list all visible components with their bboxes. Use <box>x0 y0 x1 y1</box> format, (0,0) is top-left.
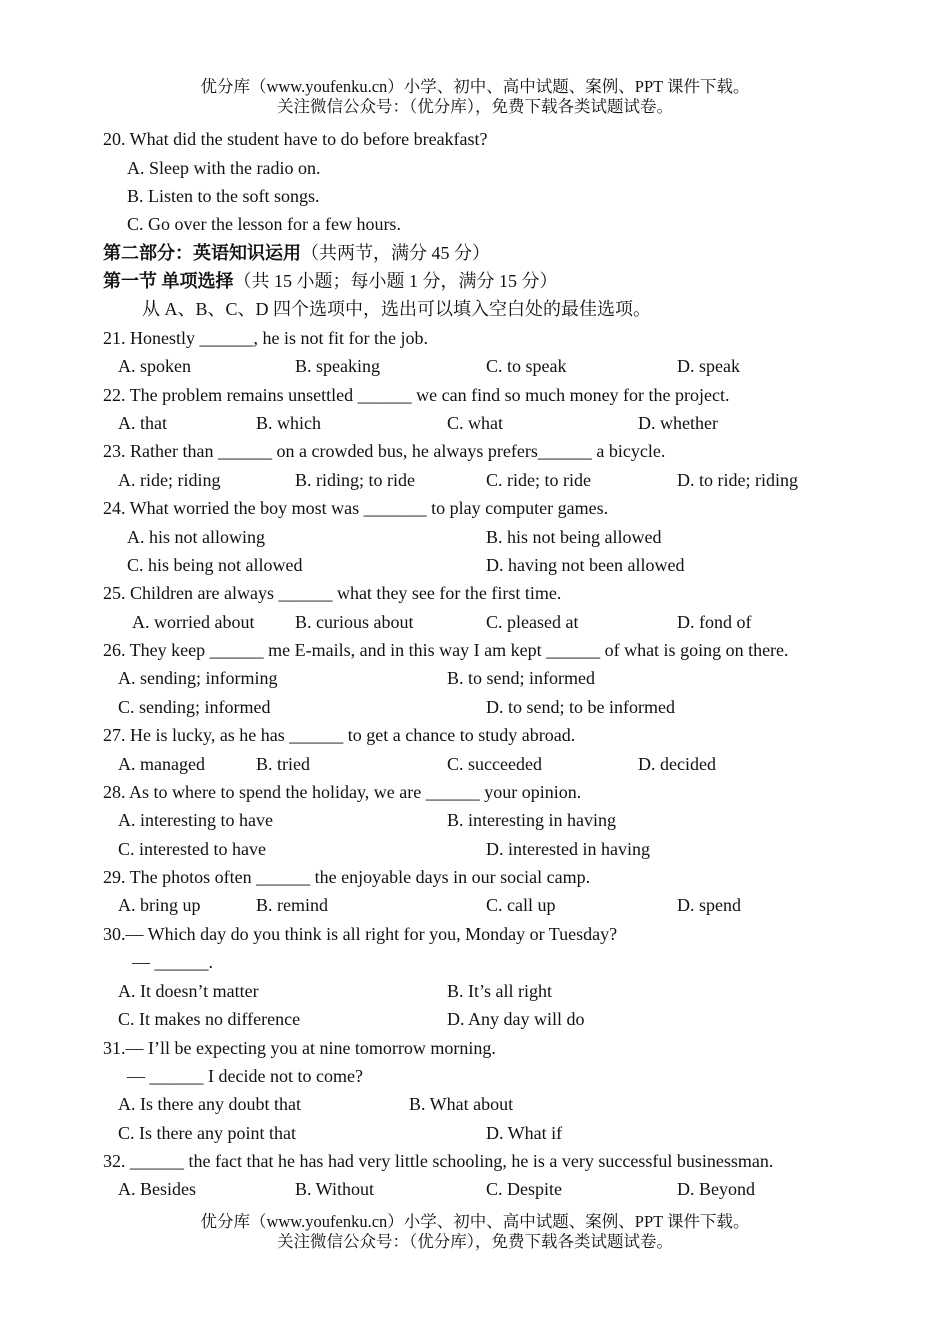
question-32-option-a: A. Besides <box>118 1179 196 1199</box>
question-28-option-a: A. interesting to have <box>118 810 273 830</box>
question-23-option-a: A. ride; riding <box>118 470 221 490</box>
question-21-stem: 21. Honestly ______, he is not fit for the job. <box>103 328 428 348</box>
footer-line-2: 关注微信公众号：（优分库），免费下载各类试题试卷。 <box>277 1232 673 1251</box>
question-31-stem: 31.— I’ll be expecting you at nine tomorrow morning. <box>103 1038 496 1058</box>
question-21-option-b: B. speaking <box>295 356 380 376</box>
question-22-stem: 22. The problem remains unsettled ______ we can find so much money for the project. <box>103 385 730 405</box>
question-20-option-c: C. Go over the lesson for a few hours. <box>127 214 401 234</box>
question-24-option-c: C. his being not allowed <box>127 555 303 575</box>
part-two-note: （共两节，满分 45 分） <box>301 243 490 263</box>
question-32-option-d: D. Beyond <box>677 1179 755 1199</box>
question-23-option-b: B. riding; to ride <box>295 470 415 490</box>
section-one-title: 第一节 单项选择 <box>103 271 234 291</box>
question-24-stem: 24. What worried the boy most was _______ to play computer games. <box>103 498 609 518</box>
question-29-stem: 29. The photos often ______ the enjoyable days in our social camp. <box>103 867 591 887</box>
question-31-option-c: C. Is there any point that <box>118 1123 296 1143</box>
question-27-stem: 27. He is lucky, as he has ______ to get a chance to study abroad. <box>103 725 576 745</box>
question-25-stem: 25. Children are always ______ what they see for the first time. <box>103 583 562 603</box>
footer-line-1: 优分库（www.youfenku.cn）小学、初中、高中试题、案例、PPT 课件下载。 <box>200 1212 750 1231</box>
question-28-option-d: D. interested in having <box>486 839 650 859</box>
question-27-option-a: A. managed <box>118 754 205 774</box>
question-21-option-a: A. spoken <box>118 356 191 376</box>
question-22-option-a: A. that <box>118 413 167 433</box>
question-28-option-b: B. interesting in having <box>447 810 616 830</box>
question-21-option-d: D. speak <box>677 356 740 376</box>
question-26-option-c: C. sending; informed <box>118 697 271 717</box>
header-line-1: 优分库（www.youfenku.cn）小学、初中、高中试题、案例、PPT 课件下载。 <box>200 77 750 96</box>
question-29-option-b: B. remind <box>256 895 328 915</box>
question-22-option-d: D. whether <box>638 413 718 433</box>
question-27-option-c: C. succeeded <box>447 754 542 774</box>
question-30-option-b: B. It’s all right <box>447 981 552 1001</box>
question-24-option-a: A. his not allowing <box>127 527 265 547</box>
question-30-option-c: C. It makes no difference <box>118 1009 301 1029</box>
question-31-option-a: A. Is there any doubt that <box>118 1094 301 1114</box>
question-32-stem: 32. ______ the fact that he has had very little schooling, he is a very successful businessman. <box>103 1151 774 1171</box>
question-26-option-b: B. to send; informed <box>447 668 595 688</box>
question-25-option-d: D. fond of <box>677 612 752 632</box>
question-32-option-c: C. Despite <box>486 1179 562 1199</box>
question-30-option-d: D. Any day will do <box>447 1009 585 1029</box>
question-31-option-d: D. What if <box>486 1123 563 1143</box>
question-22-option-c: C. what <box>447 413 503 433</box>
question-26-option-a: A. sending; informing <box>118 668 278 688</box>
question-27-option-b: B. tried <box>256 754 310 774</box>
question-30-option-a: A. It doesn’t matter <box>118 981 259 1001</box>
question-25-option-c: C. pleased at <box>486 612 579 632</box>
question-21-option-c: C. to speak <box>486 356 567 376</box>
question-31-reply: — ______ I decide not to come? <box>127 1066 363 1086</box>
question-20-stem: 20. What did the student have to do before breakfast? <box>103 129 488 149</box>
question-20-option-a: A. Sleep with the radio on. <box>127 158 321 178</box>
question-29-option-d: D. spend <box>677 895 741 915</box>
question-29-option-c: C. call up <box>486 895 556 915</box>
question-32-option-b: B. Without <box>295 1179 374 1199</box>
question-23-option-d: D. to ride; riding <box>677 470 798 490</box>
question-26-stem: 26. They keep ______ me E-mails, and in this way I am kept ______ of what is going on there. <box>103 640 789 660</box>
question-25-option-a: A. worried about <box>132 612 255 632</box>
question-28-stem: 28. As to where to spend the holiday, we are ______ your opinion. <box>103 782 582 802</box>
question-24-option-b: B. his not being allowed <box>486 527 662 547</box>
question-24-option-d: D. having not been allowed <box>486 555 685 575</box>
question-30-reply: — ______. <box>132 952 213 972</box>
section-one-note: （共 15 小题；每小题 1 分，满分 15 分） <box>233 271 558 291</box>
question-31-option-b: B. What about <box>409 1094 514 1114</box>
question-23-option-c: C. ride; to ride <box>486 470 591 490</box>
question-23-stem: 23. Rather than ______ on a crowded bus, he always prefers______ a bicycle. <box>103 441 666 461</box>
question-25-option-b: B. curious about <box>295 612 414 632</box>
question-29-option-a: A. bring up <box>118 895 201 915</box>
instruction-text: 从 A、B、C、D 四个选项中，选出可以填入空白处的最佳选项。 <box>142 299 652 319</box>
header-line-2: 关注微信公众号：（优分库），免费下载各类试题试卷。 <box>277 97 673 116</box>
question-27-option-d: D. decided <box>638 754 716 774</box>
part-two-title: 第二部分：英语知识运用 <box>103 243 301 263</box>
question-30-stem: 30.— Which day do you think is all right for you, Monday or Tuesday? <box>103 924 618 944</box>
question-28-option-c: C. interested to have <box>118 839 266 859</box>
question-20-option-b: B. Listen to the soft songs. <box>127 186 320 206</box>
part-two-heading <box>103 242 490 264</box>
section-one-heading <box>103 270 558 292</box>
question-26-option-d: D. to send; to be informed <box>486 697 675 717</box>
question-22-option-b: B. which <box>256 413 321 433</box>
